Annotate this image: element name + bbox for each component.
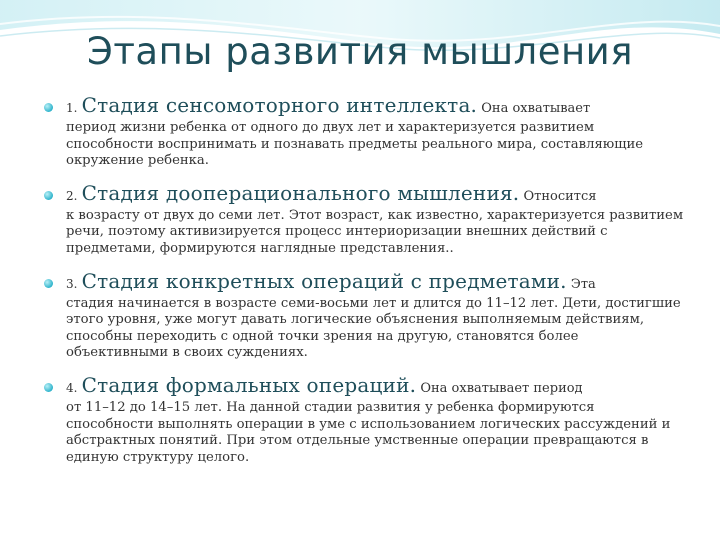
page-title: Этапы развития мышления (87, 30, 633, 73)
item-heading (66, 182, 684, 208)
bullet-icon (44, 383, 53, 392)
item-heading (66, 270, 684, 296)
item-body: стадия начинается в возрасте семи-восьми лет и длится до 11–12 лет. Дети, достигшие этого уровня, уже могут давать логические объяснения выполняемым действиям, способны переходить с одной точки зрения на другую, становятся более объективными в своих суждениях. (66, 295, 681, 361)
list-item (44, 270, 684, 362)
lead-text: Она охватывает период (420, 380, 583, 396)
lead-text: Эта (570, 276, 596, 292)
item-body: к возрасту от двух до семи лет. Этот возраст, как известно, характеризуется развитием речи, поэтому активизируется процесс интериоризации внешних действий с предметами, формируются наглядные представления.. (66, 207, 684, 256)
bullet-icon (44, 191, 53, 200)
bullet-icon (44, 279, 53, 288)
item-body: период жизни ребенка от одного до двух лет и характеризуется развитием способности воспринимать и познавать предметы реального мира, составляющие окружение ребенка. (66, 120, 644, 169)
bullet-icon (44, 103, 53, 112)
item-body: от 11–12 до 14–15 лет. На данной стадии развития у ребенка формируются способности выполнять операции в уме с использованием логических рассуждений и абстрактных понятий. При этом отдельные умственные операции превращаются в единую структуру целого. (66, 399, 671, 465)
item-number: 3. (66, 276, 78, 291)
stage-title: Стадия конкретных операций с предметами. (81, 268, 567, 293)
list-item (44, 94, 684, 170)
stage-list (44, 94, 684, 478)
item-heading (66, 94, 684, 120)
item-number: 4. (66, 380, 78, 395)
lead-text: Относится (523, 188, 597, 204)
stage-title: Стадия дооперационального мышления. (81, 180, 520, 205)
lead-text: Она охватывает (481, 101, 591, 116)
list-item (44, 182, 684, 258)
list-item (44, 374, 684, 466)
stage-title: Стадия сенсомоторного интеллекта. (81, 93, 478, 117)
item-number: 1. (66, 101, 78, 115)
item-heading (66, 374, 684, 400)
stage-title: Стадия формальных операций. (81, 372, 417, 397)
item-number: 2. (66, 188, 78, 203)
